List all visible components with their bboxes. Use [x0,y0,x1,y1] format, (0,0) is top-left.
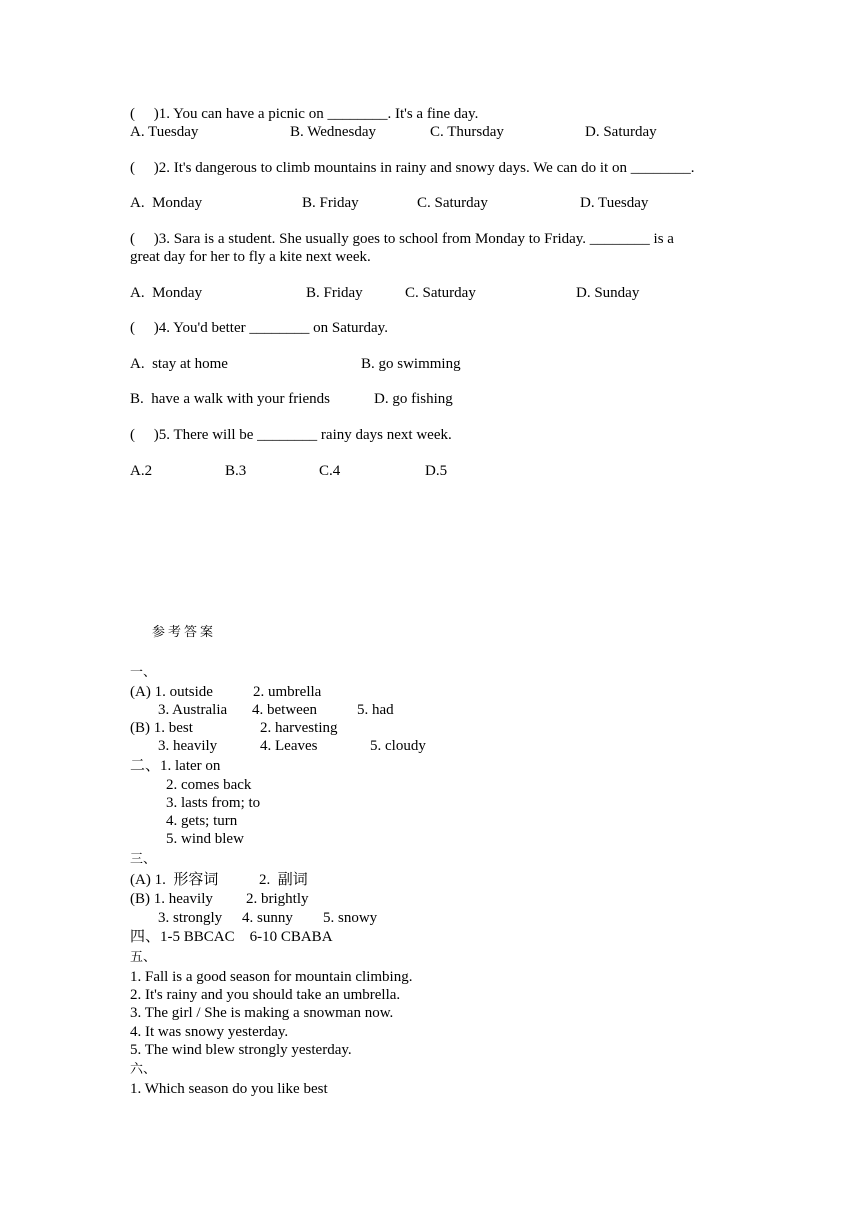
q3-option-b: B. Friday [306,285,363,301]
s1-line2-b: 4. between [252,702,317,718]
q4-option-b: B. go swimming [361,356,461,372]
s5-item-3: 3. The girl / She is making a snowman now. [130,1005,394,1021]
s3-line3-a: 3. strongly [158,910,223,926]
s3-line3-b: 4. sunny [242,910,293,926]
s5-item-5: 5. The wind blew strongly yesterday. [130,1042,352,1058]
q3-option-c: C. Saturday [405,285,476,301]
s1-line1-b: 2. umbrella [253,684,322,700]
q1-stem: ( )1. You can have a picnic on ________. It's a fine day. [130,106,479,122]
section-3-heading: 三、 [130,852,157,867]
s2-item-5: 5. wind blew [166,831,244,847]
q4-option-c: B. have a walk with your friends [130,391,330,407]
s3-line1-b: 2. 副词 [259,872,308,888]
s2-item-3: 3. lasts from; to [166,795,261,811]
q2-stem: ( )2. It's dangerous to climb mountains in rainy and snowy days. We can do it on ________. [130,160,695,176]
s1-line2-a: 3. Australia [158,702,228,718]
section-5-heading: 五、 [130,950,157,965]
q3-option-d: D. Sunday [576,285,640,301]
s1-line3-b: 2. harvesting [260,720,338,736]
answer-key-title: 参考答案 [152,625,217,640]
section-6-heading: 六、 [130,1062,157,1077]
s5-item-2: 2. It's rainy and you should take an umbrella. [130,987,401,1003]
q1-option-b: B. Wednesday [290,124,377,140]
q2-option-d: D. Tuesday [580,195,649,211]
q3-option-a: A. Monday [130,285,203,301]
q1-option-a: A. Tuesday [130,124,199,140]
s1-line1-a: (A) 1. outside [130,684,213,700]
q3-stem-line2: great day for her to fly a kite next week. [130,249,371,265]
s2-item-2: 2. comes back [166,777,252,793]
s1-line3-a: (B) 1. best [130,720,193,736]
section-4-answers: 四、1-5 BBCAC 6-10 CBABA [130,929,333,945]
q5-option-c: C.4 [319,463,341,479]
s3-line2-b: 2. brightly [246,891,309,907]
q2-option-b: B. Friday [302,195,359,211]
s1-line4-b: 4. Leaves [260,738,318,754]
section-1-heading: 一、 [130,665,157,680]
section-2-heading: 二、1. later on [130,758,221,774]
q4-option-a: A. stay at home [130,356,228,372]
s1-line4-a: 3. heavily [158,738,218,754]
q1-option-c: C. Thursday [430,124,504,140]
q2-option-a: A. Monday [130,195,203,211]
s2-item-4: 4. gets; turn [166,813,238,829]
s6-item-1: 1. Which season do you like best [130,1081,328,1097]
s1-line4-c: 5. cloudy [370,738,426,754]
s5-item-1: 1. Fall is a good season for mountain climbing. [130,969,413,985]
s1-line2-c: 5. had [357,702,394,718]
s3-line3-c: 5. snowy [323,910,378,926]
q5-option-b: B.3 [225,463,247,479]
q5-stem: ( )5. There will be ________ rainy days next week. [130,427,452,443]
q4-option-d: D. go fishing [374,391,453,407]
q2-option-c: C. Saturday [417,195,488,211]
s3-line1-a: (A) 1. 形容词 [130,872,219,888]
q1-option-d: D. Saturday [585,124,657,140]
s3-line2-a: (B) 1. heavily [130,891,213,907]
q3-stem-line1: ( )3. Sara is a student. She usually goes to school from Monday to Friday. ________ is a [130,231,674,247]
q5-option-a: A.2 [130,463,153,479]
s5-item-4: 4. It was snowy yesterday. [130,1024,289,1040]
q4-stem: ( )4. You'd better ________ on Saturday. [130,320,388,336]
q5-option-d: D.5 [425,463,448,479]
